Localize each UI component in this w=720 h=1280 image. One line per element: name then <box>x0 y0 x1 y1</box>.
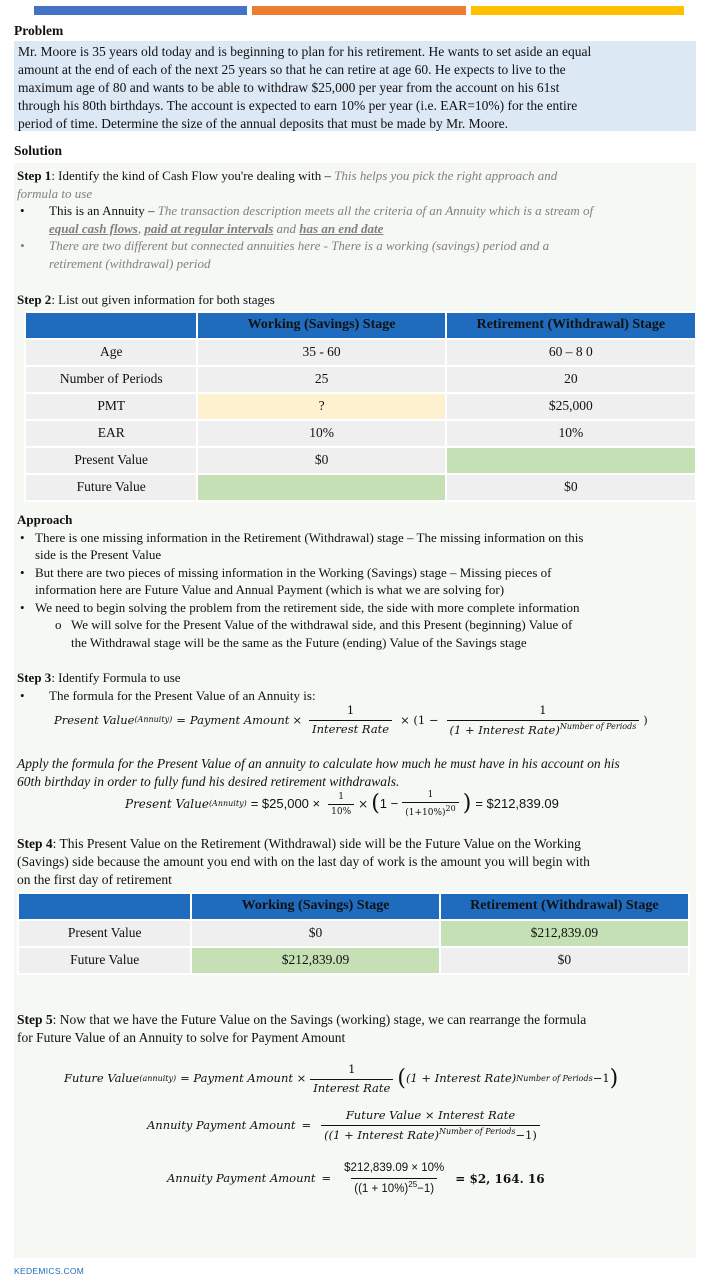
fraction-numerator: 1 <box>338 791 344 802</box>
paren-open: ( <box>371 791 380 817</box>
formula-operator: = $25,000 × <box>250 796 321 812</box>
table-header: Working (Savings) Stage <box>197 312 445 339</box>
bullet-text: retirement (withdrawal) period <box>49 255 211 271</box>
step1-bullet-annuity <box>17 202 697 237</box>
step4-label: Step 4 <box>17 836 53 851</box>
formula-operator: × (1 − <box>400 712 439 727</box>
keyword-regular-intervals: paid at regular intervals <box>144 220 274 236</box>
paren-close: ) <box>462 791 472 817</box>
formula-fraction <box>402 789 458 819</box>
step1 <box>17 167 697 272</box>
table-cell-highlight <box>446 447 696 474</box>
bullet-text: side is the Present Value <box>35 547 162 563</box>
bullet-text: But there are two pieces of missing information in the Working (Savings) stage – Missing pieces of <box>35 564 552 580</box>
formula-operator: = <box>176 712 186 727</box>
keyword-separator: , <box>137 220 145 236</box>
value-transfer-table <box>17 892 690 975</box>
formula-operator: × <box>358 797 369 812</box>
step1-hint-2: formula to use <box>17 185 93 201</box>
fraction-denominator: ((1 + Interest Rate) <box>324 1127 439 1142</box>
formula-fraction <box>447 703 640 738</box>
formula-fraction <box>328 791 354 818</box>
formula-subscript: (Annuity) <box>208 798 247 808</box>
formula-exponent: Number of Periods <box>559 721 637 731</box>
table-cell: 10% <box>446 420 696 447</box>
fraction-numerator: 1 <box>346 703 355 718</box>
approach-bullet <box>17 529 697 564</box>
step2-heading <box>17 291 275 309</box>
formula-term: = Payment Amount × <box>180 1071 307 1086</box>
table-header-row <box>18 893 689 920</box>
formula-operator: × <box>292 712 303 727</box>
formula-term: −1 <box>592 1071 610 1086</box>
approach-bullet <box>17 564 697 599</box>
fraction-denominator: Interest Rate <box>309 720 392 738</box>
yellow-bar <box>471 6 684 15</box>
formula-payment-calc <box>167 1161 545 1197</box>
table-cell: 20 <box>446 366 696 393</box>
table-cell: 25 <box>197 366 445 393</box>
formula-term: −1) <box>515 1127 537 1142</box>
fraction-numerator: 1 <box>427 790 434 800</box>
blue-bar <box>34 6 247 15</box>
step4-text: (Savings) side because the amount you end with on the last day of work is the amount you will begin with <box>17 854 590 869</box>
step3-text: : Identify Formula to use <box>51 670 181 685</box>
step3 <box>17 669 697 704</box>
formula-payment-rearranged <box>147 1108 544 1143</box>
formula-operator: ) <box>643 712 648 727</box>
problem-heading: Problem <box>14 23 64 38</box>
problem-line: period of time. Determine the size of the annual deposits that must be made by Mr. Moore. <box>18 116 509 131</box>
top-color-bars <box>34 6 684 15</box>
table-header <box>18 893 191 920</box>
keyword-equal-cash-flows: equal cash flows <box>49 220 138 236</box>
table-cell-highlight: $212,839.09 <box>191 947 439 974</box>
formula-term: Future Value <box>64 1071 140 1086</box>
table-cell-highlight: $212,839.09 <box>440 920 689 947</box>
table-cell: Present Value <box>25 447 197 474</box>
step5-text: : Now that we have the Future Value on the Savings (working) stage, we can rearrange the formula <box>52 1012 587 1027</box>
table-header: Retirement (Withdrawal) Stage <box>446 312 696 339</box>
table-cell-unknown: ? <box>197 393 445 420</box>
approach-section <box>17 511 697 651</box>
table-cell: Future Value <box>18 947 191 974</box>
formula-fraction <box>341 1161 447 1197</box>
fraction-denominator: ((1 + 10%) <box>354 1182 409 1195</box>
formula-term: Annuity Payment Amount <box>147 1117 296 1132</box>
table-cell: EAR <box>25 420 197 447</box>
step3-label: Step 3 <box>17 670 52 685</box>
approach-sub-bullet <box>17 616 697 651</box>
fraction-numerator: 1 <box>348 1062 356 1076</box>
approach-bullets <box>17 529 697 652</box>
table-cell: $0 <box>446 474 696 501</box>
problem-line: Mr. Moore is 35 years old today and is beginning to plan for his retirement. He wants to set aside an equal <box>18 44 592 59</box>
table-row <box>25 420 696 447</box>
formula-term: Payment Amount <box>189 712 290 727</box>
formula-term: (1 + Interest Rate) <box>405 1071 517 1086</box>
step4 <box>17 835 697 889</box>
table-cell: Number of Periods <box>25 366 197 393</box>
fraction-denominator: (1+10%) <box>405 808 446 819</box>
table-row <box>18 920 689 947</box>
formula-result: = $212,839.09 <box>475 796 559 812</box>
formula-term: −1) <box>417 1182 435 1195</box>
fraction-numerator: Future Value × Interest Rate <box>345 1108 516 1122</box>
table-cell: $0 <box>197 447 445 474</box>
table-cell-highlight <box>197 474 445 501</box>
formula-subscript: (annuity) <box>139 1073 177 1083</box>
formula-future-value-annuity <box>64 1062 618 1096</box>
table-row <box>25 339 696 366</box>
bullet-text: There is one missing information in the Retirement (Withdrawal) stage – The missing information on this <box>35 529 584 545</box>
formula-term: Annuity Payment Amount <box>167 1171 316 1186</box>
approach-bullet: • We need to begin solving the problem from the retirement side, the side with more complete information <box>17 599 697 617</box>
table-header <box>25 312 197 339</box>
formula-fraction <box>309 703 392 737</box>
table-row <box>25 447 696 474</box>
table-cell: $25,000 <box>446 393 696 420</box>
bullet-text: the Withdrawal stage will be the same as the Future (ending) Value of the Savings stage <box>71 634 527 650</box>
table-row <box>25 474 696 501</box>
table-cell: $0 <box>440 947 689 974</box>
footer-brand: KEDEMICS.COM <box>14 1266 85 1276</box>
problem-line: amount at the end of each of the next 25 years so that he can retire at age 60. He expects to live to the <box>18 62 566 77</box>
fraction-numerator: $212,839.09 × 10% <box>344 1162 445 1174</box>
formula-exponent: 25 <box>408 1179 418 1189</box>
table-cell: 60 – 8 0 <box>446 339 696 366</box>
table-cell: PMT <box>25 393 197 420</box>
problem-line: through his 80th birthdays. The account is expected to earn 10% per year (i.e. EAR=10%) for the entire <box>18 98 578 113</box>
table-cell: $0 <box>191 920 439 947</box>
keyword-separator: and <box>273 220 300 236</box>
formula-term: Present Value <box>54 712 135 727</box>
step1-bullet-two-annuities <box>17 237 697 272</box>
fraction-numerator: 1 <box>539 703 547 717</box>
bullet-text: information here are Future Value and Annual Payment (which is what we are solving for) <box>35 582 505 598</box>
formula-exponent: 20 <box>445 804 456 814</box>
table-cell: Age <box>25 339 197 366</box>
fraction-denominator: 10% <box>328 804 354 818</box>
step5-text: for Future Value of an Annuity to solve for Payment Amount <box>17 1030 346 1045</box>
step2-label: Step 2 <box>17 292 52 307</box>
table-row <box>25 393 696 420</box>
formula-term: Present Value <box>125 797 209 812</box>
formula-subscript: (Annuity) <box>134 715 173 725</box>
table-header: Retirement (Withdrawal) Stage <box>440 893 689 920</box>
solution-heading: Solution <box>14 143 63 158</box>
problem-line: maximum age of 80 and wants to be able to withdraw $25,000 per year from the account on his 61st <box>18 80 560 95</box>
formula-fraction <box>321 1108 540 1143</box>
keyword-end-date: has an end date <box>299 220 384 236</box>
final-answer: = $2, 164. 16 <box>455 1171 545 1186</box>
table-header: Working (Savings) Stage <box>191 893 439 920</box>
bullet-text: We will solve for the Present Value of the withdrawal side, and this Present (beginning) Value of <box>71 617 573 633</box>
step4-text: : This Present Value on the Retirement (Withdrawal) side will be the Future Value on the Working <box>52 836 581 851</box>
table-row <box>25 366 696 393</box>
step3-bullet: • The formula for the Present Value of an Annuity is: <box>17 687 697 705</box>
paren-open: ( <box>397 1066 406 1092</box>
table-cell: Future Value <box>25 474 197 501</box>
step1-text: : Identify the kind of Cash Flow you're dealing with – <box>51 168 335 183</box>
step5 <box>17 1011 707 1047</box>
table-row <box>18 947 689 974</box>
step1-label: Step 1 <box>17 168 52 183</box>
step5-label: Step 5 <box>17 1012 53 1027</box>
formula-present-value-annuity <box>54 703 648 738</box>
step4-text: on the first day of retirement <box>17 872 172 887</box>
fraction-denominator: (1 + Interest Rate) <box>449 722 560 737</box>
formula-operator: = <box>321 1171 332 1186</box>
formula-operator: 1 − <box>379 796 399 812</box>
formula-exponent: Number of Periods <box>516 1073 593 1083</box>
apply-formula-note <box>17 755 707 791</box>
step2-text: : List out given information for both stages <box>51 292 275 307</box>
note-line: 60th birthday in order to fully fund his desired retirement withdrawals. <box>17 774 400 790</box>
table-cell: 35 - 60 <box>197 339 445 366</box>
note-line: Apply the formula for the Present Value of an annuity to calculate how much he must have in his account on his <box>17 756 620 771</box>
formula-present-value-calc <box>125 789 559 819</box>
step1-bullets <box>17 202 697 272</box>
formula-fraction <box>310 1062 393 1096</box>
table-cell: 10% <box>197 420 445 447</box>
orange-bar <box>252 6 465 15</box>
problem-text <box>14 41 696 131</box>
approach-heading: Approach <box>17 512 73 527</box>
bullet-hint: The transaction description meets all the criteria of an Annuity which is a stream of <box>157 203 594 219</box>
formula-exponent: Number of Periods <box>438 1126 516 1136</box>
formula-operator: = <box>301 1117 312 1132</box>
fraction-denominator: Interest Rate <box>310 1079 393 1097</box>
table-cell: Present Value <box>18 920 191 947</box>
bullet-text: There are two different but connected annuities here - There is a working (savings) period and a <box>49 238 550 254</box>
paren-close: ) <box>609 1066 619 1092</box>
table-header-row <box>25 312 696 339</box>
given-info-table <box>24 311 697 502</box>
step1-hint: This helps you pick the right approach and <box>334 168 558 183</box>
bullet-text: This is an Annuity – <box>49 203 158 219</box>
